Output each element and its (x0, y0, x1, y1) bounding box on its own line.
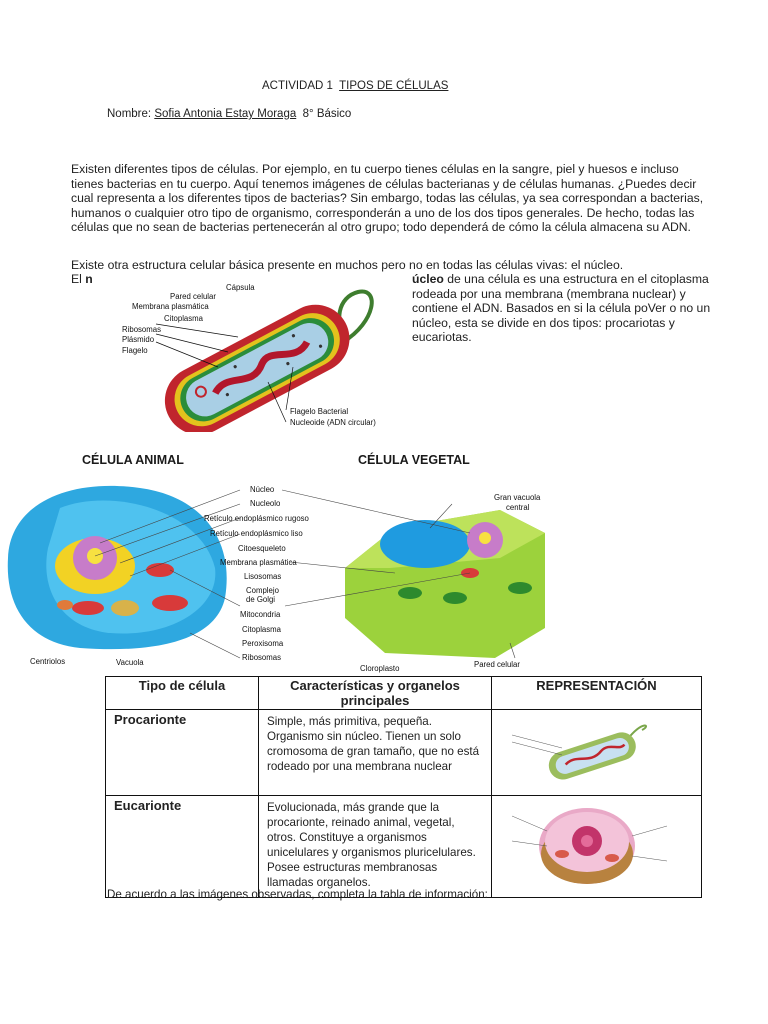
nucleus-paragraph-start: El n (71, 272, 93, 286)
centrioles (57, 600, 73, 610)
table-row (106, 710, 702, 796)
eukaryote-representation (492, 796, 702, 898)
name-label: Nombre: (107, 108, 152, 120)
cell-label: Núcleo (250, 485, 275, 494)
eukaryote-image (492, 796, 692, 892)
bacteria-diagram (118, 282, 403, 432)
activity-number: ACTIVIDAD 1 (262, 80, 333, 92)
animal-vacuole (111, 600, 139, 616)
column-header: Tipo de célula (106, 677, 259, 710)
cell-label: Cloroplasto (360, 664, 400, 673)
bacteria-label: Flagelo (122, 346, 148, 355)
bacteria-label: Nucleoide (ADN circular) (290, 418, 376, 427)
bacteria-label: Ribosomas (122, 325, 161, 334)
bacteria-label: Flagelo Bacterial (290, 407, 349, 416)
cell-label: Membrana plasmática (220, 558, 297, 567)
cell-label: Gran vacuola (494, 493, 541, 502)
activity-title (262, 80, 448, 92)
nucleus-sentence: Existe otra estructura celular básica presente en muchos pero no en todas las células vivas: el núcleo. (71, 258, 624, 272)
animal-cell-title: CÉLULA ANIMAL (82, 453, 184, 467)
cell-label: Pared celular (474, 660, 520, 669)
cell-label: central (506, 503, 530, 512)
cell-label: Mitocondria (240, 610, 281, 619)
table-row (106, 796, 702, 898)
prokaryote-representation (492, 710, 702, 796)
cell-type-description: Evolucionada, más grande que la procarionte, reinado animal, vegetal, otros. Constituye a organismos unicelulares y organismos pluricelulares. Posee estructuras membranosas llamadas organelos. (259, 796, 492, 898)
cell-label: de Golgi (246, 595, 276, 604)
cell-label: Citoplasma (242, 625, 281, 634)
cell-label: Centriolos (30, 657, 66, 666)
cell-type-name: Procarionte (106, 710, 259, 796)
cell-type-description: Simple, más primitiva, pequeña. Organismo sin núcleo. Tienen un solo cromosoma de gran tamaño, que no está rodeado por una membrana nuclear (259, 710, 492, 796)
bacteria-label: Cápsula (226, 283, 255, 292)
central-vacuole (380, 520, 470, 568)
footer-instruction: De acuerdo a las imágenes observadas, completa la tabla de información: (107, 888, 488, 901)
cell-label: Citoesqueleto (238, 544, 286, 553)
cell-label: Retículo endoplásmico liso (210, 529, 303, 538)
cell-diagram (0, 448, 768, 674)
cell-label: Peroxisoma (242, 639, 284, 648)
cell-label: Complejo (246, 586, 279, 595)
intro-paragraph: Existen diferentes tipos de células. Por ejemplo, en tu cuerpo tienes células en la sangre, piel y huesos e incluso tienes bacterias en tu cuerpo. Aquí tenemos imágenes de células bacterianas y de células humanas. ¿Puedes decir cual representa a los diferentes tipos de bacterias? Sin embargo, todas las células, ya sea correspondan a bacterias, humanos o cualquier otro tipo de organismo, corresponderán a uno de los dos tipos generales. De hecho, todas las células que no sean de bacterias pertenecerán al otro grupo; todo dependerá de cómo la célula almacena su ADN. (71, 162, 704, 235)
cells-illustration (0, 448, 768, 674)
student-name: Sofia Antonia Estay Moraga (154, 108, 297, 120)
cell-label: Ribosomas (242, 653, 281, 662)
nucleus-paragraph: úcleo de una célula es una estructura en el citoplasma rodeada por una membrana (membrana nuclear) y contiene el ADN. Basados en si la célula poVer o no un núcleo, esta se divide en dos tipos: procariotas y eucariotas. (412, 272, 711, 345)
student-line (107, 108, 351, 120)
activity-topic: TIPOS DE CÉLULAS (339, 80, 449, 92)
cell-types-table (105, 676, 702, 898)
cell-type-name: Eucarionte (106, 796, 259, 898)
bacteria-label: Membrana plasmática (132, 302, 209, 311)
prokaryote-image (492, 710, 692, 790)
mitochondria (146, 563, 174, 577)
cell-label: Nucleolo (250, 499, 281, 508)
bacteria-label: Citoplasma (164, 314, 203, 323)
bacteria-label: Plásmido (122, 335, 155, 344)
bacteria-label: Pared celular (170, 292, 216, 301)
column-header: Características y organelos principales (259, 677, 492, 710)
cell-label: Vacuola (116, 658, 144, 667)
plant-cell-title: CÉLULA VEGETAL (358, 453, 470, 467)
cell-label: Retículo endoplásmico rugoso (204, 514, 309, 523)
chloroplast (398, 587, 422, 599)
grade: 8° Básico (302, 108, 352, 120)
table-header-row (106, 677, 702, 710)
cell-label: Lisosomas (244, 572, 282, 581)
column-header: REPRESENTACIÓN (492, 677, 702, 710)
